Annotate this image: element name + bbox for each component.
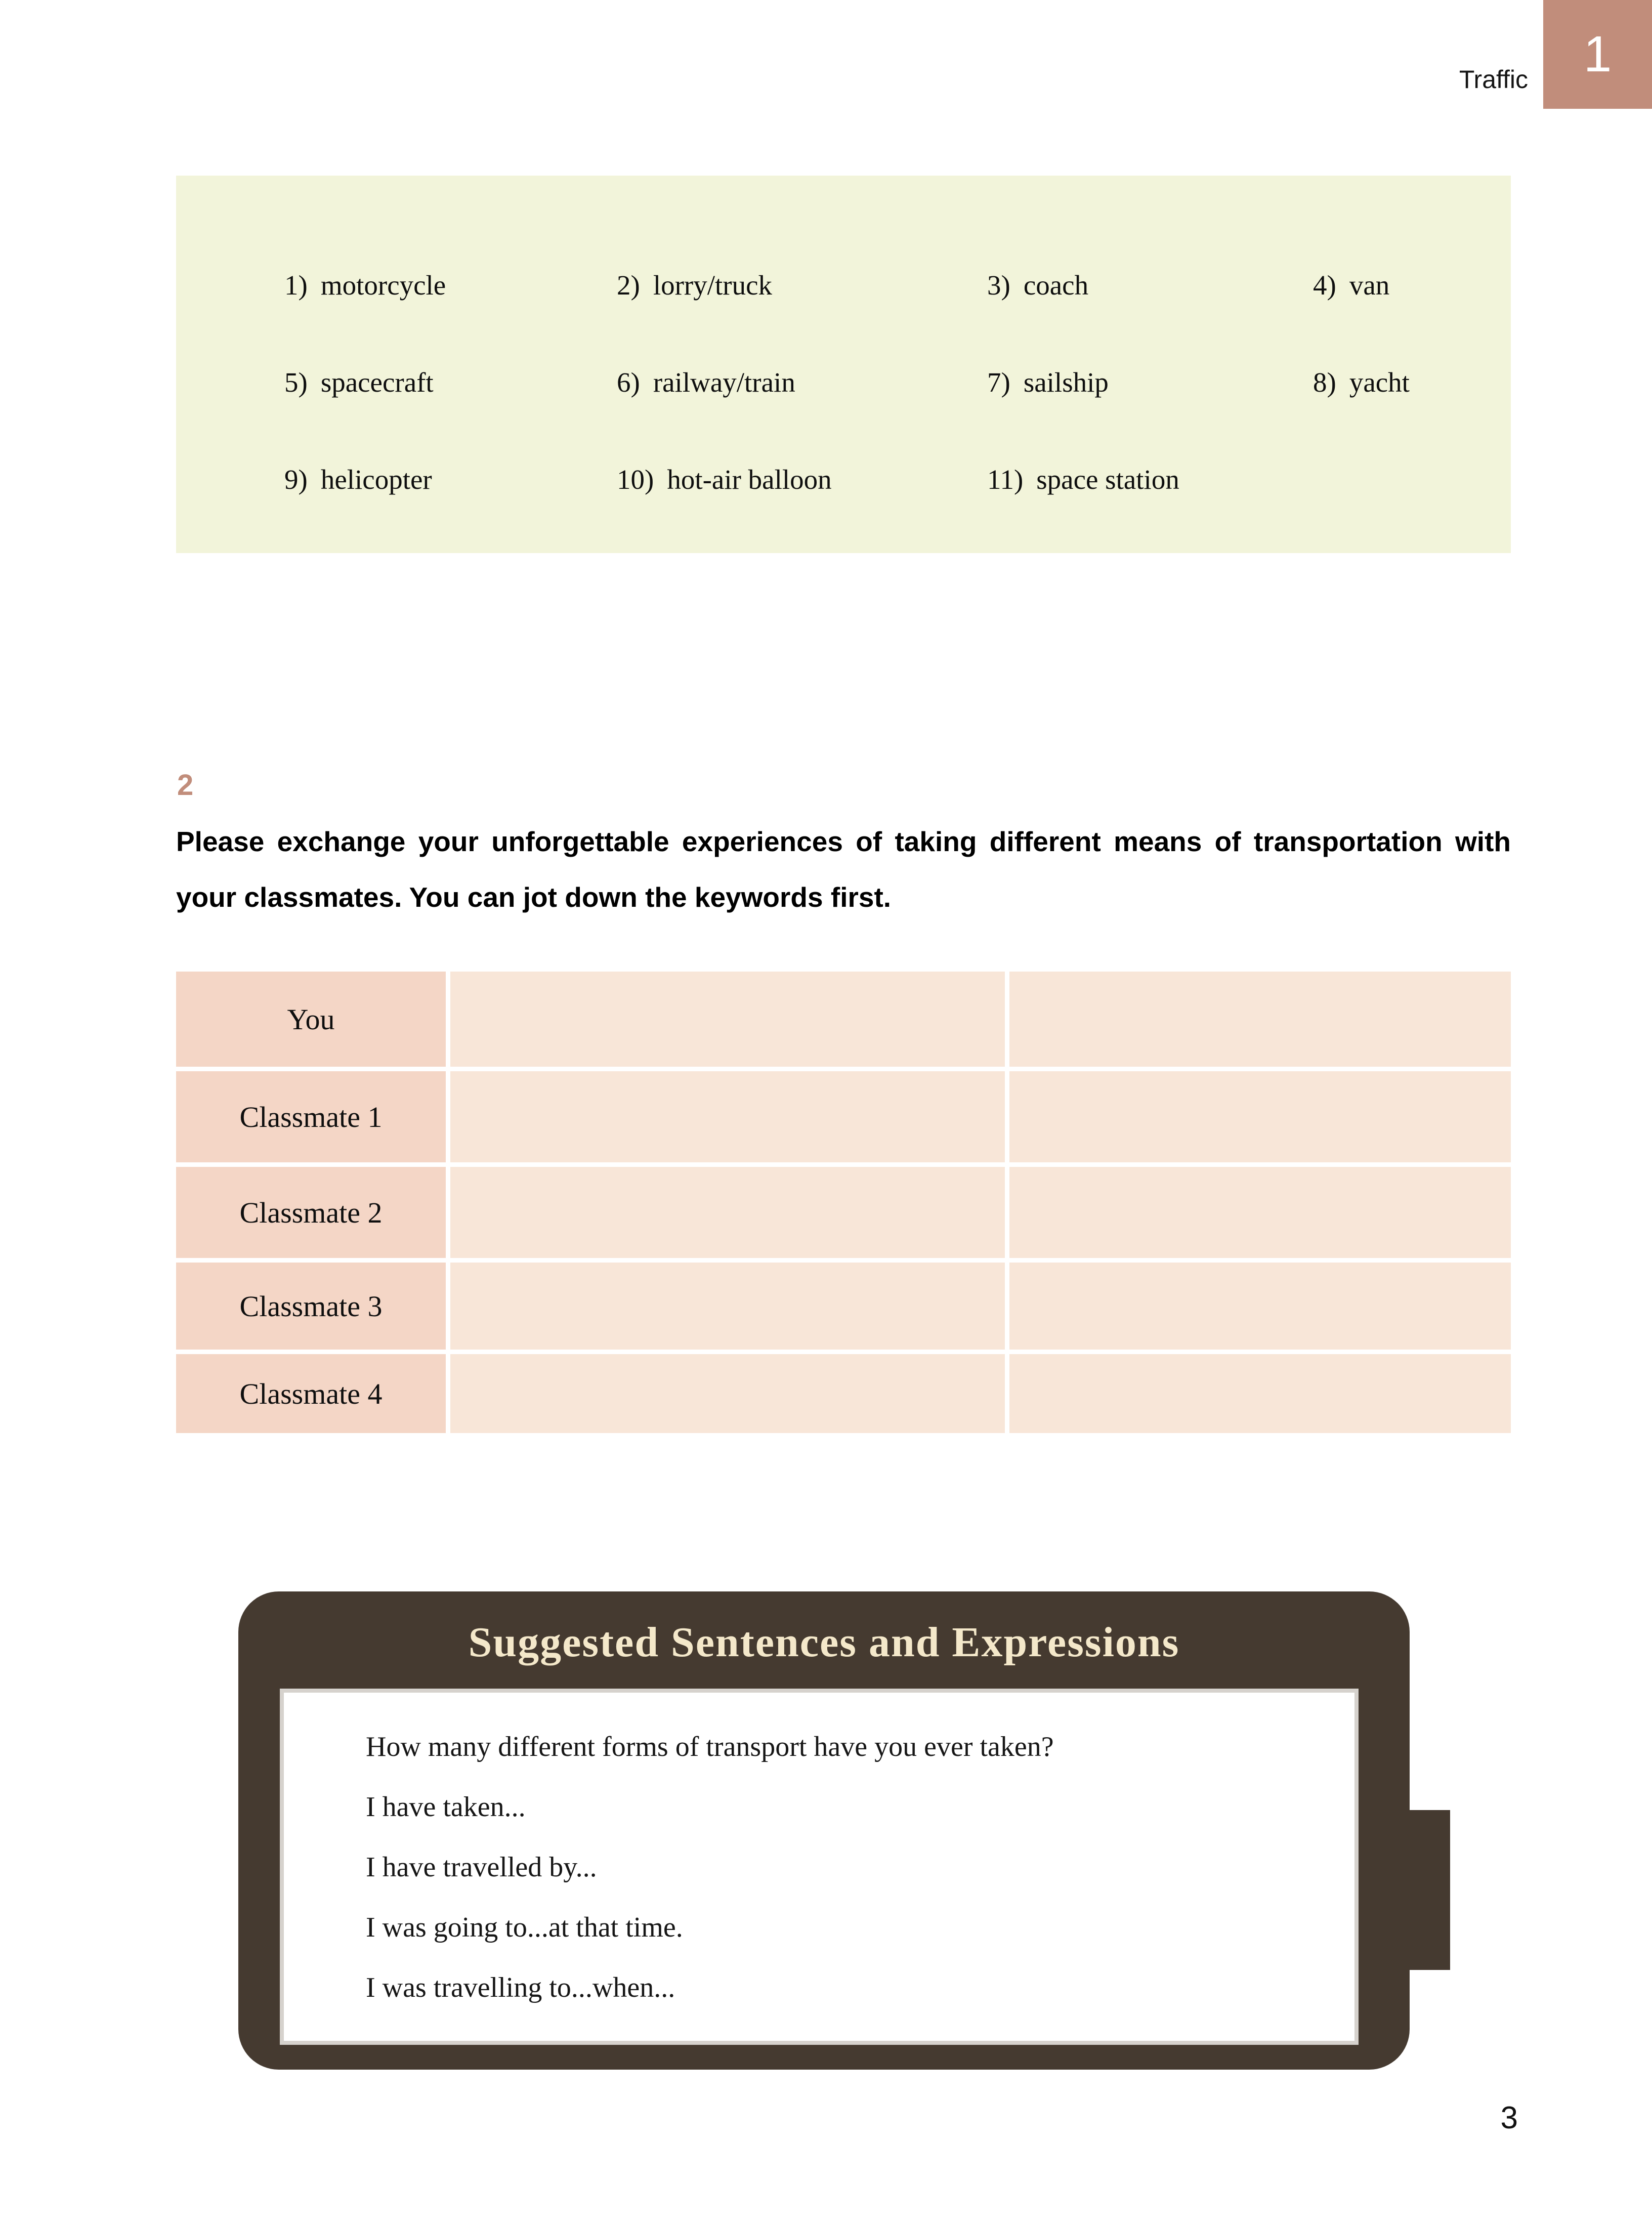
keyword-input-cell[interactable] — [1009, 972, 1511, 1067]
instruction-line: your classmates. You can jot down the keywords first. — [176, 881, 892, 913]
unit-number-tab — [1543, 0, 1652, 109]
vocab-item-word: helicopter — [320, 464, 432, 495]
table-row-label-text: Classmate 1 — [239, 1100, 383, 1133]
suggested-sentence: I have taken... — [366, 1791, 526, 1823]
vocab-item — [987, 366, 1313, 398]
suggested-sentence: I was going to...at that time. — [366, 1912, 683, 1943]
keyword-input-cell[interactable] — [450, 1167, 1005, 1258]
section-number: 2 — [177, 769, 194, 802]
table-row-label-text: You — [287, 1002, 335, 1036]
vocab-item — [1313, 269, 1511, 301]
vocab-item-word: motorcycle — [320, 269, 446, 301]
callout-title: Suggested Sentences and Expressions — [468, 1619, 1180, 1666]
vocabulary-list — [176, 176, 1511, 528]
vocab-item-number: 1) — [284, 269, 308, 301]
table-row-label — [176, 1167, 446, 1258]
vocabulary-panel — [176, 176, 1511, 553]
keyword-input-cell[interactable] — [450, 1071, 1005, 1162]
keyword-input-cell[interactable] — [450, 1263, 1005, 1350]
suggested-sentence: I have travelled by... — [366, 1852, 597, 1883]
table-row-label-text: Classmate 3 — [239, 1289, 383, 1323]
vocab-item — [617, 366, 987, 398]
vocab-item-number: 2) — [617, 269, 640, 301]
vocab-item — [987, 269, 1313, 301]
vocab-item-word: sailship — [1023, 366, 1109, 398]
vocab-item — [1313, 366, 1511, 398]
vocab-item-word: lorry/truck — [653, 269, 773, 301]
vocab-item — [284, 366, 617, 398]
table-row-label — [176, 1263, 446, 1350]
keyword-input-cell[interactable] — [450, 1354, 1005, 1433]
table-row-label-text: Classmate 4 — [239, 1377, 383, 1410]
suggested-sentence: I was travelling to...when... — [366, 1972, 675, 2003]
unit-number: 1 — [1583, 26, 1612, 82]
suggested-sentences-callout — [238, 1591, 1410, 2070]
vocab-item-word: railway/train — [653, 366, 795, 398]
course-title: Traffic — [1459, 65, 1528, 94]
vocab-item — [284, 464, 617, 495]
vocab-item — [617, 269, 987, 301]
vocab-item-word: van — [1349, 269, 1390, 301]
keyword-input-cell[interactable] — [1009, 1071, 1511, 1162]
vocab-item-word: spacecraft — [320, 366, 434, 398]
vocab-item-number: 5) — [284, 366, 308, 398]
vocab-item-number: 9) — [284, 464, 308, 495]
suggested-sentences-list — [284, 1693, 1354, 2018]
vocab-item-word: hot-air balloon — [667, 464, 832, 495]
exchange-table — [176, 972, 1511, 1433]
vocab-item-word: space station — [1036, 464, 1179, 495]
vocab-item-number: 7) — [987, 366, 1010, 398]
vocab-item — [987, 464, 1313, 495]
vocab-item-number: 4) — [1313, 269, 1336, 301]
vocab-item-word: yacht — [1349, 366, 1410, 398]
table-row-label — [176, 1071, 446, 1162]
vocab-item — [617, 464, 987, 495]
table-row-label-text: Classmate 2 — [239, 1196, 383, 1229]
vocab-item-number: 8) — [1313, 366, 1336, 398]
table-row-label — [176, 1354, 446, 1433]
vocab-item-word: coach — [1023, 269, 1089, 301]
keyword-input-cell[interactable] — [450, 972, 1005, 1067]
keyword-input-cell[interactable] — [1009, 1167, 1511, 1258]
instruction-line: Please exchange your unforgettable experiences of taking different means of transportation with — [176, 826, 1511, 857]
vocab-item-number: 6) — [617, 366, 640, 398]
vocab-item — [284, 269, 617, 301]
callout-inner-panel — [280, 1689, 1359, 2045]
suggested-sentence: How many different forms of transport have you ever taken? — [366, 1731, 1054, 1762]
table-row-label — [176, 972, 446, 1067]
vocab-item-number: 3) — [987, 269, 1010, 301]
keyword-input-cell[interactable] — [1009, 1263, 1511, 1350]
vocab-item-number: 10) — [617, 464, 654, 495]
vocab-item-number: 11) — [987, 464, 1024, 495]
callout-side-tab — [1402, 1810, 1450, 1970]
keyword-input-cell[interactable] — [1009, 1354, 1511, 1433]
page-number: 3 — [1500, 2101, 1518, 2135]
activity-instructions — [176, 814, 1511, 925]
